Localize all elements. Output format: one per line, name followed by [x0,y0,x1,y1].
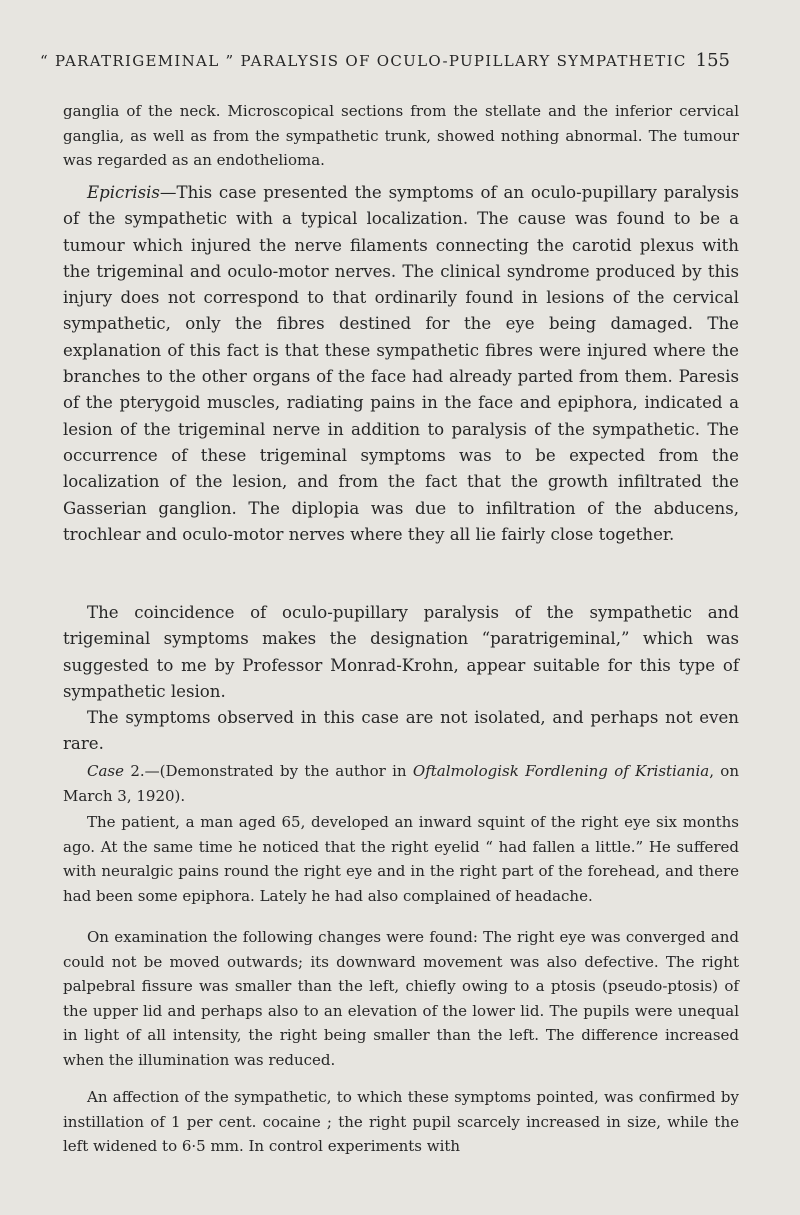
page-number: 155 [695,50,730,71]
running-title: “ PARATRIGEMINAL ” PARALYSIS OF OCULO-PUPILLARY SYMPATHETIC [40,52,687,70]
paragraph-coincidence-text: The coincidence of oculo-pupillary paralysis of the sympathetic and trigeminal symptoms makes the designation “paratrigeminal,” which was suggested to me by Professor Monrad-Krohn, appear suitable for this type of sympathetic lesion. [63,603,739,701]
paragraph-coincidence [63,600,739,705]
paragraph-1 [63,99,739,173]
page-header [40,50,730,71]
journal-title: Oftalmologisk Fordlening of Kristiania [412,762,710,780]
case-label: Case [87,762,124,780]
paragraph-affection [63,1085,739,1159]
paragraph-examination-text: On examination the following changes were found: The right eye was converged and could not be moved outwards; its downward movement was also defective. The right palpebral fissure was smaller than the left, chiefly owing to a ptosis (pseudo-ptosis) of the upper lid and perhaps also to an elevation of the lower lid. The pupils were unequal in light of all intensity, the right being smaller than the left. The difference increased when the illumination was reduced. [63,928,739,1069]
paragraph-examination [63,925,739,1072]
paragraph-symptoms-text: The symptoms observed in this case are not isolated, and perhaps not even rare. [63,708,739,754]
epicrisis-body: —This case presented the symptoms of an oculo-pupillary paralysis of the sympathetic with a typical localization. The cause was found to be a tumour which injured the nerve filaments connecting the carotid plexus with the trigeminal and oculo-motor nerves. The clinical syndrome produced by this injury does not correspond to that ordinarily found in lesions of the cervical sympathetic, only the fibres destined for the eye being damaged. The explanation of this fact is that these sympathetic fibres were injured where the branches to the other organs of the face had already parted from them. Paresis of the pterygoid muscles, radiating pains in the face and epiphora, indicated a lesion of the trigeminal nerve in addition to paralysis of the sympathetic. The occurrence of these trigeminal symptoms was to be expected from the localization of the lesion, and from the fact that the growth infiltrated the Gasserian ganglion. The diplopia was due to infiltration of the abducens, trochlear and oculo-motor nerves where they all lie fairly close together. [63,183,739,544]
paragraph-patient [63,810,739,908]
paragraph-symptoms [63,705,739,758]
paragraph-affection-text: An affection of the sympathetic, to which these symptoms pointed, was confirmed by instillation of 1 per cent. cocaine ; the right pupil scarcely increased in size, while the left widened to 6·5 mm. In control experiments with [63,1088,739,1155]
paragraph-case-2-text: Case 2.—(Demonstrated by the author in Oftalmologisk Fordlening of Kristiania, on March 3, 1920). [63,762,739,805]
paragraph-1-text: ganglia of the neck. Microscopical sections from the stellate and the inferior cervical ganglia, as well as from the sympathetic trunk, showed nothing abnormal. The tumour was regarded as an endothelioma. [63,102,739,169]
epicrisis-label: Epicrisis [87,183,160,202]
paragraph-epicrisis [63,180,739,548]
paragraph-epicrisis-text [63,180,739,548]
paragraph-patient-text: The patient, a man aged 65, developed an inward squint of the right eye six months ago. At the same time he noticed that the right eyelid “ had fallen a little.” He suffered with neuralgic pains round the right eye and in the right part of the forehead, and there had been some epiphora. Lately he had also complained of headache. [63,813,739,905]
paragraph-case-2 [63,759,739,808]
